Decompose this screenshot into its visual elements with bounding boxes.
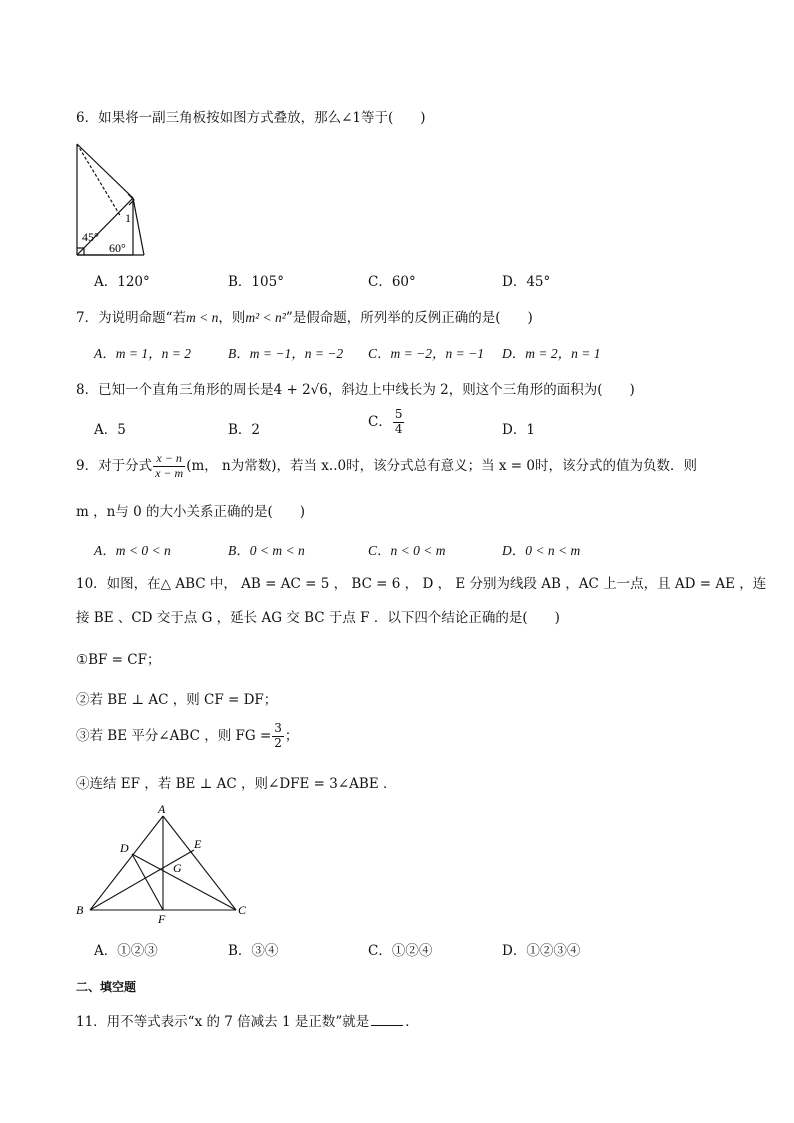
q10-triangle-figure: [74, 800, 254, 925]
q11-answer-blank[interactable]: [371, 1025, 403, 1026]
q10-label-D: D: [120, 841, 129, 855]
q10-conclusion-3: ③若 BE 平分∠ABC ，则 FG = $\frac{3}{2}$ ；: [76, 721, 299, 750]
q9-option-a: A．m < 0 < n: [94, 543, 171, 558]
q9-option-d: D．0 < n < m: [502, 543, 581, 558]
q6-angle-45-label: 45°: [82, 230, 99, 244]
q8-option-a: A．5: [94, 422, 126, 438]
q10-conclusion-1: ①BF = CF；: [76, 652, 161, 668]
q10-conclusion-2: ②若 BE ⊥ AC ，则 CF = DF；: [76, 692, 278, 708]
q10-option-c: C．①②④: [368, 943, 433, 959]
q6-stem: 6．如果将一副三角板按如图方式叠放，那么∠1等于( ): [76, 110, 426, 126]
q8-option-b: B．2: [228, 422, 261, 438]
q10-stem-line2: 接 BE 、CD 交于点 G ，延长 AG 交 BC 于点 F ．以下四个结论正确的是( ): [76, 610, 560, 626]
q6-option-b: B．105°: [228, 274, 284, 290]
q8-option-d: D．1: [502, 422, 535, 438]
q11-stem: 11．用不等式表示“x 的 7 倍减去 1 是正数”就是 ．: [76, 1014, 419, 1030]
q6-angle-1-label: 1: [125, 211, 131, 225]
q7-option-d: D．m = 2，n = 1: [502, 346, 601, 361]
q9-option-c: C．n < 0 < m: [368, 543, 446, 558]
section-fill-in-title: 二、填空题: [76, 980, 137, 994]
q10-stem-line1: 10．如图，在△ ABC 中， AB = AC = 5 ， BC = 6 ， D ， E 分别为线段 AB ，AC 上一点，且 AD = AE ，连: [76, 576, 767, 592]
q10-option-d: D．①②③④: [502, 943, 581, 959]
q6-triangle-figure: [72, 140, 152, 260]
q7-stem: 7．为说明命题“若m < n，则m² < n²”是假命题，所列举的反例正确的是( ): [76, 310, 533, 326]
q9-stem-line1: 9．对于分式 $\frac{x - n}{x - m}$ (m， n为常数)，若当 x..0时，该分式总有意义；当 x = 0时，该分式的值为负数．则: [76, 451, 697, 480]
q7-option-b: B．m = −1，n = −2: [228, 346, 344, 361]
q8-stem: 8．已知一个直角三角形的周长是4 + 2√6，斜边上中线长为 2，则这个三角形的面积为( ): [76, 382, 635, 398]
q9-stem-line2: m ，n与 0 的大小关系正确的是( ): [76, 504, 305, 520]
q10-label-A: A: [158, 802, 166, 816]
q10-label-G: G: [173, 861, 182, 875]
q10-label-B: B: [76, 903, 84, 917]
q7-option-c: C．m = −2，n = −1: [368, 346, 484, 361]
q7-option-a: A．m = 1，n = 2: [94, 346, 191, 361]
q8-option-c: C． $\frac{5}{4}$: [368, 407, 403, 436]
q10-label-E: E: [194, 837, 202, 851]
q10-option-a: A．①②③: [94, 943, 158, 959]
q6-angle-60-label: 60°: [109, 241, 126, 255]
q10-option-b: B．③④: [228, 943, 279, 959]
q6-option-a: A．120°: [94, 274, 150, 290]
q10-label-C: C: [238, 903, 247, 917]
q6-option-c: C．60°: [368, 274, 416, 290]
q10-conclusion-4: ④连结 EF ，若 BE ⊥ AC ，则∠DFE = 3∠ABE ．: [76, 776, 397, 792]
q6-option-d: D．45°: [502, 274, 551, 290]
q10-label-F: F: [158, 912, 166, 925]
q9-option-b: B．0 < m < n: [228, 543, 305, 558]
